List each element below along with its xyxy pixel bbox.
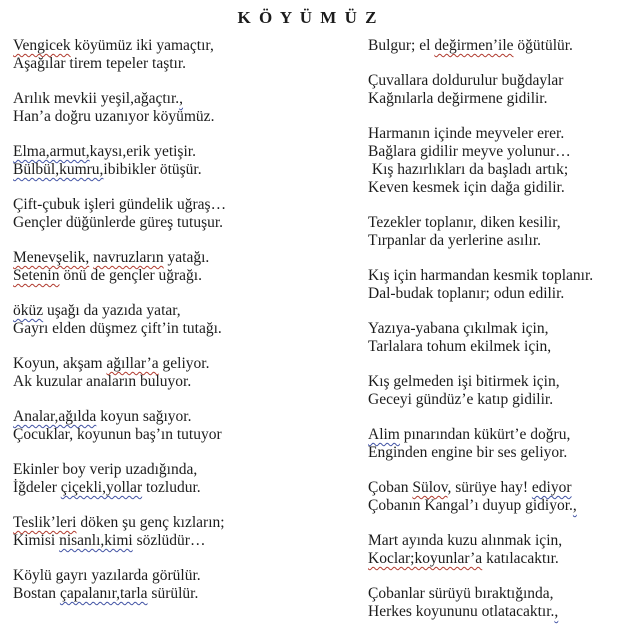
poem-text: Ak kuzular anaların buluyor. [13, 373, 192, 390]
stanza [368, 214, 623, 250]
poem-text: Dal-budak toplanır; odun edilir. [368, 285, 565, 302]
spellcheck-flagged-word: , [179, 90, 184, 107]
poem-line [368, 90, 623, 108]
poem-line [368, 585, 623, 603]
poem-text: Çoban [368, 479, 413, 496]
spellcheck-flagged-word: Vengicek [13, 37, 71, 54]
poem-line [13, 143, 368, 161]
poem-text: İğdeler [13, 479, 61, 496]
poem-text: Tırpanlar da yerlerine asılır. [368, 232, 542, 249]
poem-line [13, 249, 368, 267]
poem-text: Bulgur; el [368, 37, 435, 54]
stanza [368, 426, 623, 462]
spellcheck-flagged-word: değirmen’ile [434, 37, 514, 54]
poem-text: Yazıya-yabana çıkılmak için, [368, 320, 549, 337]
poem-line [368, 338, 623, 356]
poem-text: , sürüye hay! [447, 479, 532, 496]
poem-text: Keven kesmek için dağa gidilir. [368, 179, 565, 196]
poem-text: Çift-çubuk işleri gündelik uğraş… [13, 196, 227, 213]
poem-text: Herkes koyununu otlatacaktır. [368, 603, 555, 620]
stanza [13, 514, 368, 550]
stanza [368, 585, 623, 621]
spellcheck-flagged-word: çiçekli,yollar [60, 479, 143, 496]
poem-line [368, 37, 623, 55]
poem-line [368, 232, 623, 250]
poem-line [368, 125, 623, 143]
spellcheck-flagged-word: Bülbül,kumru, [13, 161, 104, 178]
poem-line [13, 461, 368, 479]
spellcheck-flagged-word: Analar,ağılda [13, 408, 97, 425]
spellcheck-flagged-word: nisanlı,kimi [59, 532, 133, 549]
poem-title: K Ö Y Ü M Ü Z [237, 8, 379, 27]
poem-line [368, 391, 623, 409]
stanza [13, 196, 368, 232]
poem-line [13, 532, 368, 550]
spellcheck-flagged-word: çapalanır,tarla [59, 585, 148, 602]
stanza [13, 408, 368, 444]
spellcheck-flagged-word: Menevşelik, [13, 249, 90, 266]
poem-text: Çocuklar, koyunun baş’ın tutuyor [13, 426, 222, 443]
poem-text: tozludur. [142, 479, 201, 496]
poem-text: Kış hazırlıkları da başladı artık; [368, 161, 569, 178]
poem-line [368, 72, 623, 90]
poem-text: katılacaktır. [482, 550, 559, 567]
spellcheck-flagged-word: Alim [368, 426, 400, 443]
spellcheck-flagged-word: , [554, 603, 559, 620]
poem-line [13, 161, 368, 179]
poem-line [368, 320, 623, 338]
stanza [13, 143, 368, 179]
poem-text: Enginden engine bir ses geliyor. [368, 444, 568, 461]
poem-line [13, 426, 368, 444]
stanza [368, 479, 623, 515]
poem-text: geliyor. [158, 355, 210, 372]
poem-line [368, 426, 623, 444]
spellcheck-flagged-word: navruzların [93, 249, 164, 266]
poem-text: Bağlara gidilir meyve yolunur… [368, 143, 571, 160]
poem-line [13, 196, 368, 214]
poem-text: sözlüdür… [132, 532, 206, 549]
poem-text: koyun sağıyor. [96, 408, 192, 425]
spellcheck-flagged-word: ağıllar’a [106, 355, 159, 372]
stanza [368, 267, 623, 303]
poem-text: Han’a doğru uzanıyor köyümüz. [13, 108, 215, 125]
poem-line [13, 320, 368, 338]
poem-line [368, 603, 623, 621]
poem-text: Kış gelmeden işi bitirmek için, [368, 373, 560, 390]
poem-text: Tarlalara tohum ekilmek için, [368, 338, 552, 355]
spellcheck-flagged-word: Elma,armut, [13, 143, 90, 160]
poem-text: Kağnılarla değirmene gidilir. [368, 90, 548, 107]
poem-text: Gayrı elden düşmez çift’in tutağı. [13, 320, 222, 337]
poem-line [368, 285, 623, 303]
poem-text: köyümüz iki yamaçtır, [70, 37, 214, 54]
poem-line [13, 567, 368, 585]
poem-line [13, 37, 368, 55]
poem-text: Ekinler boy verip uzadığında, [13, 461, 198, 478]
poem-line [13, 408, 368, 426]
stanza [368, 320, 623, 356]
poem-text: Gençler düğünlerde güreş tutuşur. [13, 214, 224, 231]
poem-text: pınarından kükürt’e doğru, [399, 426, 571, 443]
stanza [13, 355, 368, 391]
stanza [368, 532, 623, 568]
spellcheck-flagged-word: ediyor [531, 479, 572, 496]
spellcheck-flagged-word: Sülov [412, 479, 448, 496]
spellcheck-flagged-word: Setenin [13, 267, 60, 284]
poem-line [13, 302, 368, 320]
poem-text: öğütülür. [513, 37, 573, 54]
stanza [13, 567, 368, 603]
poem-line [368, 267, 623, 285]
poem-line [13, 267, 368, 285]
poem-line [13, 585, 368, 603]
poem-text: önü de gençler uğrağı. [59, 267, 202, 284]
poem-line [368, 143, 623, 161]
poem-line [368, 214, 623, 232]
poem-text: Çobanlar sürüyü bıraktığında, [368, 585, 554, 602]
stanza [368, 37, 623, 55]
poem-text: Aşağılar tirem tepeler taştır. [13, 55, 187, 72]
poem-line [368, 550, 623, 568]
poem-column-left [13, 37, 368, 620]
poem-line [13, 355, 368, 373]
poem-text: uşağı da yazıda yatar, [43, 302, 181, 319]
poem-line [13, 373, 368, 391]
poem-text: Arılık mevkii yeşil,ağaçtır. [13, 90, 180, 107]
poem-text: ibibikler ötüşür. [103, 161, 202, 178]
poem-column-right [368, 37, 623, 638]
poem-text: Mart ayında kuzu alınmak için, [368, 532, 563, 549]
poem-text: sürülür. [147, 585, 199, 602]
poem-line [368, 479, 623, 497]
poem-text: Köylü gayrı yazılarda görülür. [13, 567, 201, 584]
poem-text: yatağı. [163, 249, 210, 266]
poem-line [13, 55, 368, 73]
poem-line [368, 373, 623, 391]
poem-text: Harmanın içinde meyveler erer. [368, 125, 565, 142]
stanza [13, 249, 368, 285]
stanza [368, 72, 623, 108]
poem-line [13, 479, 368, 497]
poem-line [368, 161, 623, 179]
stanza [13, 90, 368, 126]
poem-line [368, 179, 623, 197]
poem-columns [13, 37, 623, 638]
stanza [13, 302, 368, 338]
poem-line [368, 444, 623, 462]
spellcheck-flagged-word: Teslik’leri [13, 514, 77, 531]
poem-text: Çuvallara doldurulur buğdaylar [368, 72, 564, 89]
spellcheck-flagged-word: Koclar;koyunlar’a [368, 550, 483, 567]
spellcheck-flagged-word: öküz [13, 302, 44, 319]
poem-text: Geceyi gündüz’e katıp gidilir. [368, 391, 554, 408]
poem-text: kaysı,erik yetişir. [89, 143, 196, 160]
poem-text: Kış için harmandan kesmik toplanır. [368, 267, 594, 284]
poem-text: Kimisi [13, 532, 60, 549]
stanza [368, 373, 623, 409]
poem-line [368, 497, 623, 515]
poem-text: Bostan [13, 585, 60, 602]
poem-line [13, 514, 368, 532]
stanza [13, 37, 368, 73]
poem-text: Çobanın Kangal’ı duyup gidiyor. [368, 497, 573, 514]
poem-text: Tezekler toplanır, diken kesilir, [368, 214, 561, 231]
poem-text: döken şu genç kızların; [76, 514, 225, 531]
stanza [368, 125, 623, 197]
poem-line [13, 108, 368, 126]
stanza [13, 461, 368, 497]
poem-line [13, 90, 368, 108]
poem-line [13, 214, 368, 232]
poem-line [368, 532, 623, 550]
spellcheck-flagged-word: , [572, 497, 577, 514]
poem-text: Koyun, akşam [13, 355, 107, 372]
